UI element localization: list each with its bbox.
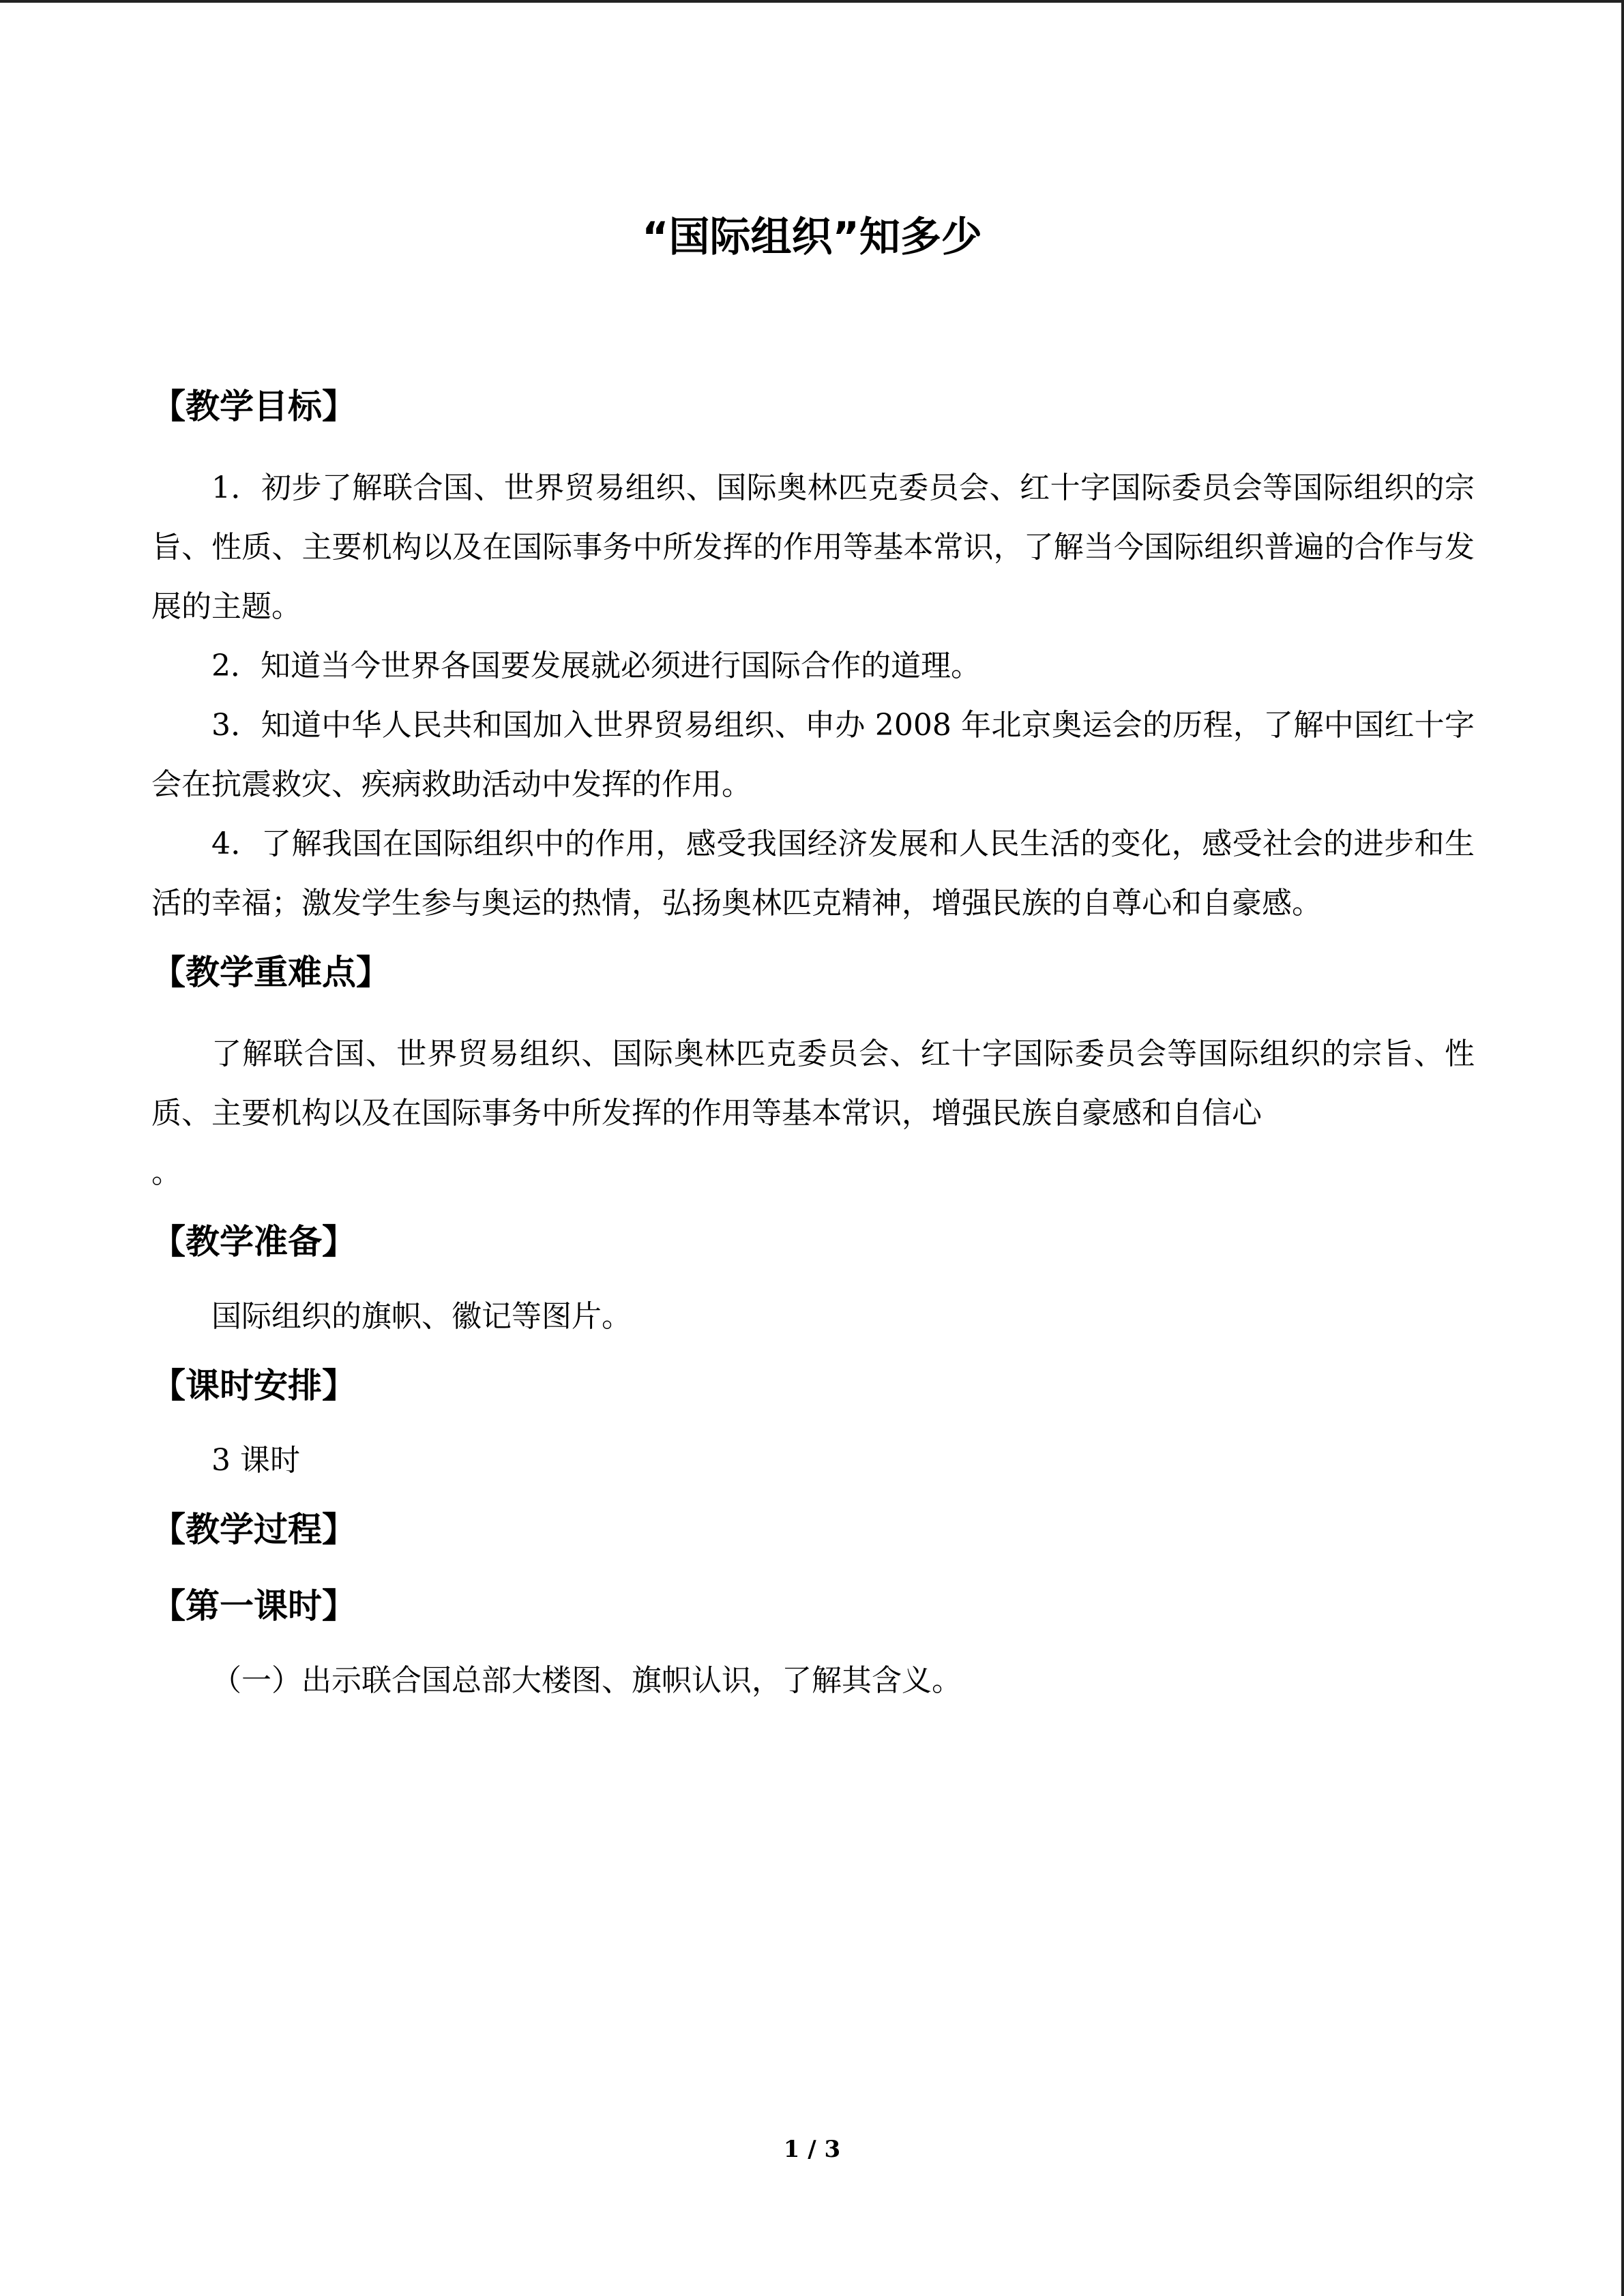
- lesson-1-text: （一）出示联合国总部大楼图、旗帜认识，了解其含义。: [211, 1663, 962, 1698]
- page-border-right: [1621, 0, 1624, 2296]
- preparation-text: 国际组织的旗帜、徽记等图片。: [211, 1299, 632, 1334]
- heading-schedule: 【课时安排】: [151, 1366, 356, 1405]
- heading-process: 【教学过程】: [151, 1510, 356, 1549]
- objective-item-2: 2．知道当今世界各国要发展就必须进行国际合作的道理。: [211, 648, 981, 683]
- heading-preparation: 【教学准备】: [151, 1222, 356, 1262]
- heading-lesson-1: 【第一课时】: [151, 1586, 356, 1626]
- schedule-text: 3 课时: [211, 1443, 300, 1478]
- objective-item-3: 3．知道中华人民共和国加入世界贸易组织、申办 2008 年北京奥运会的历程，了解中国红十字会在抗震救灾、疾病救助活动中发挥的作用。: [151, 708, 1475, 802]
- objective-item-4: 4．了解我国在国际组织中的作用，感受我国经济发展和人民生活的变化，感受社会的进步和生活的幸福；激发学生参与奥运的热情，弘扬奥林匹克精神，增强民族的自尊心和自豪感。: [151, 826, 1475, 921]
- key-points-trailing: 。: [151, 1155, 181, 1190]
- document-body: [151, 382, 1475, 1710]
- heading-objectives: 【教学目标】: [151, 387, 356, 426]
- objective-item-1: 1．初步了解联合国、世界贸易组织、国际奥林匹克委员会、红十字国际委员会等国际组织的宗旨、性质、主要机构以及在国际事务中所发挥的作用等基本常识，了解当今国际组织普遍的合作与发展的主题。: [151, 471, 1475, 624]
- document-title: “国际组织”知多少: [642, 213, 982, 261]
- heading-key-points: 【教学重难点】: [151, 953, 390, 992]
- page-number: 1 / 3: [783, 2136, 841, 2163]
- key-points-text: 了解联合国、世界贸易组织、国际奥林匹克委员会、红十字国际委员会等国际组织的宗旨、性质、主要机构以及在国际事务中所发挥的作用等基本常识，增强民族自豪感和自信心: [151, 1037, 1475, 1131]
- page-border-top: [0, 0, 1624, 3]
